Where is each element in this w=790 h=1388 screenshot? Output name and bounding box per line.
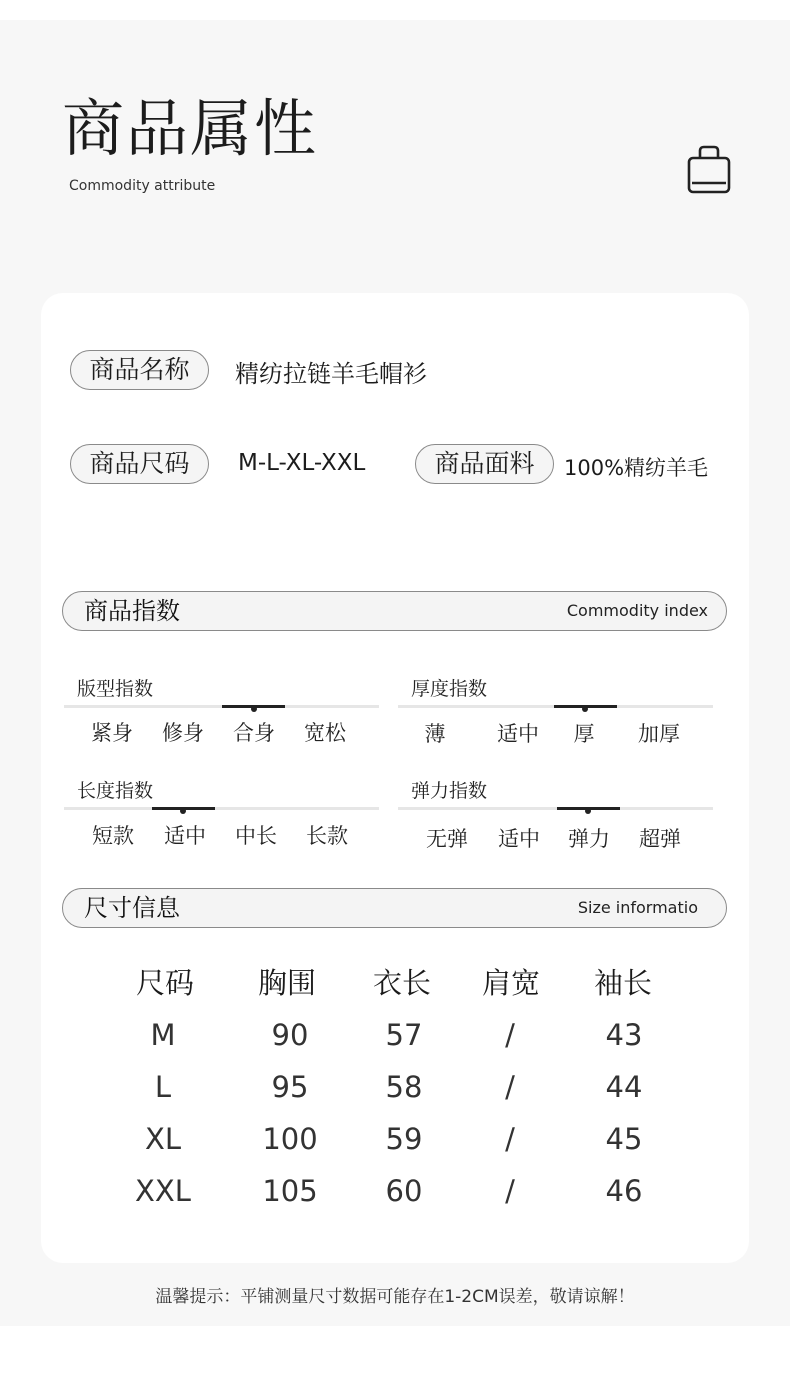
commodity-index-title: 商品指数 xyxy=(84,597,180,625)
elasticity-option: 超弹 xyxy=(639,827,681,851)
measurement-tip: 温馨提示：平铺测量尺寸数据可能存在1-2CM误差，敬请谅解！ xyxy=(155,1287,635,1307)
fit-option: 宽松 xyxy=(304,721,346,745)
size-table-cell: 100 xyxy=(262,1122,318,1156)
size-table-cell: / xyxy=(505,1174,515,1208)
size-table-cell: 90 xyxy=(271,1018,309,1052)
page-title: 商品属性 xyxy=(62,92,319,165)
size-table-cell: 105 xyxy=(262,1174,318,1208)
elasticity-option: 无弹 xyxy=(426,827,468,851)
size-table-header: 衣长 xyxy=(372,966,431,1000)
shopping-bag-icon xyxy=(686,145,732,195)
size-table-header: 肩宽 xyxy=(481,966,540,1000)
length-index-track xyxy=(64,807,379,810)
product-fabric-label: 商品面料 xyxy=(415,444,554,484)
product-fabric-value: 100%精纺羊毛 xyxy=(564,456,709,480)
thickness-index-dot xyxy=(582,706,588,712)
size-table-cell: 59 xyxy=(385,1122,423,1156)
page-background xyxy=(0,20,790,1326)
elasticity-index-track xyxy=(398,807,713,810)
length-option: 中长 xyxy=(235,824,277,848)
length-index-dot xyxy=(180,808,186,814)
fit-index-dot xyxy=(251,706,257,712)
elasticity-index-dot xyxy=(585,808,591,814)
thickness-option: 适中 xyxy=(497,722,539,746)
size-info-subtitle: Size informatio xyxy=(577,898,698,917)
size-table-cell: M xyxy=(150,1018,176,1052)
size-table-cell: L xyxy=(154,1070,172,1104)
elasticity-index-title: 弹力指数 xyxy=(411,780,488,802)
attribute-card xyxy=(41,293,749,1263)
elasticity-option: 适中 xyxy=(498,827,540,851)
thickness-option-selected: 厚 xyxy=(573,722,595,746)
product-name-value: 精纺拉链羊毛帽衫 xyxy=(235,360,427,388)
size-table-cell: XL xyxy=(144,1122,182,1156)
size-table-cell: XXL xyxy=(135,1174,191,1208)
size-info-header xyxy=(62,888,727,928)
size-table-cell: 60 xyxy=(385,1174,423,1208)
size-table-cell: 44 xyxy=(605,1070,643,1104)
size-table-cell: 46 xyxy=(605,1174,643,1208)
size-table-cell: / xyxy=(505,1122,515,1156)
fit-option: 修身 xyxy=(162,721,204,745)
length-option-selected: 适中 xyxy=(164,824,206,848)
fit-option: 紧身 xyxy=(91,721,133,745)
length-option: 长款 xyxy=(306,824,348,848)
length-index-title: 长度指数 xyxy=(77,780,154,802)
elasticity-option-selected: 弹力 xyxy=(568,827,610,851)
product-size-label: 商品尺码 xyxy=(70,444,209,484)
thickness-option: 加厚 xyxy=(638,722,680,746)
size-table-header: 胸围 xyxy=(257,966,316,1000)
size-table-header: 袖长 xyxy=(593,966,652,1000)
thickness-index-title: 厚度指数 xyxy=(411,678,488,700)
size-table-cell: 45 xyxy=(605,1122,643,1156)
product-name-label: 商品名称 xyxy=(70,350,209,390)
fit-option-selected: 合身 xyxy=(233,721,275,745)
size-table-cell: / xyxy=(505,1018,515,1052)
size-table-header: 尺码 xyxy=(135,966,194,1000)
thickness-option: 薄 xyxy=(424,722,446,746)
commodity-index-header xyxy=(62,591,727,631)
size-table-cell: 43 xyxy=(605,1018,643,1052)
size-table-cell: 57 xyxy=(385,1018,423,1052)
size-table-cell: 95 xyxy=(271,1070,309,1104)
product-size-value: M-L-XL-XXL xyxy=(238,450,366,476)
page-subtitle: Commodity attribute xyxy=(69,178,216,194)
fit-index-title: 版型指数 xyxy=(77,678,154,700)
size-table-cell: 58 xyxy=(385,1070,423,1104)
length-option: 短款 xyxy=(92,824,134,848)
size-table-cell: / xyxy=(505,1070,515,1104)
commodity-index-subtitle: Commodity index xyxy=(566,601,708,620)
size-info-title: 尺寸信息 xyxy=(84,894,180,922)
